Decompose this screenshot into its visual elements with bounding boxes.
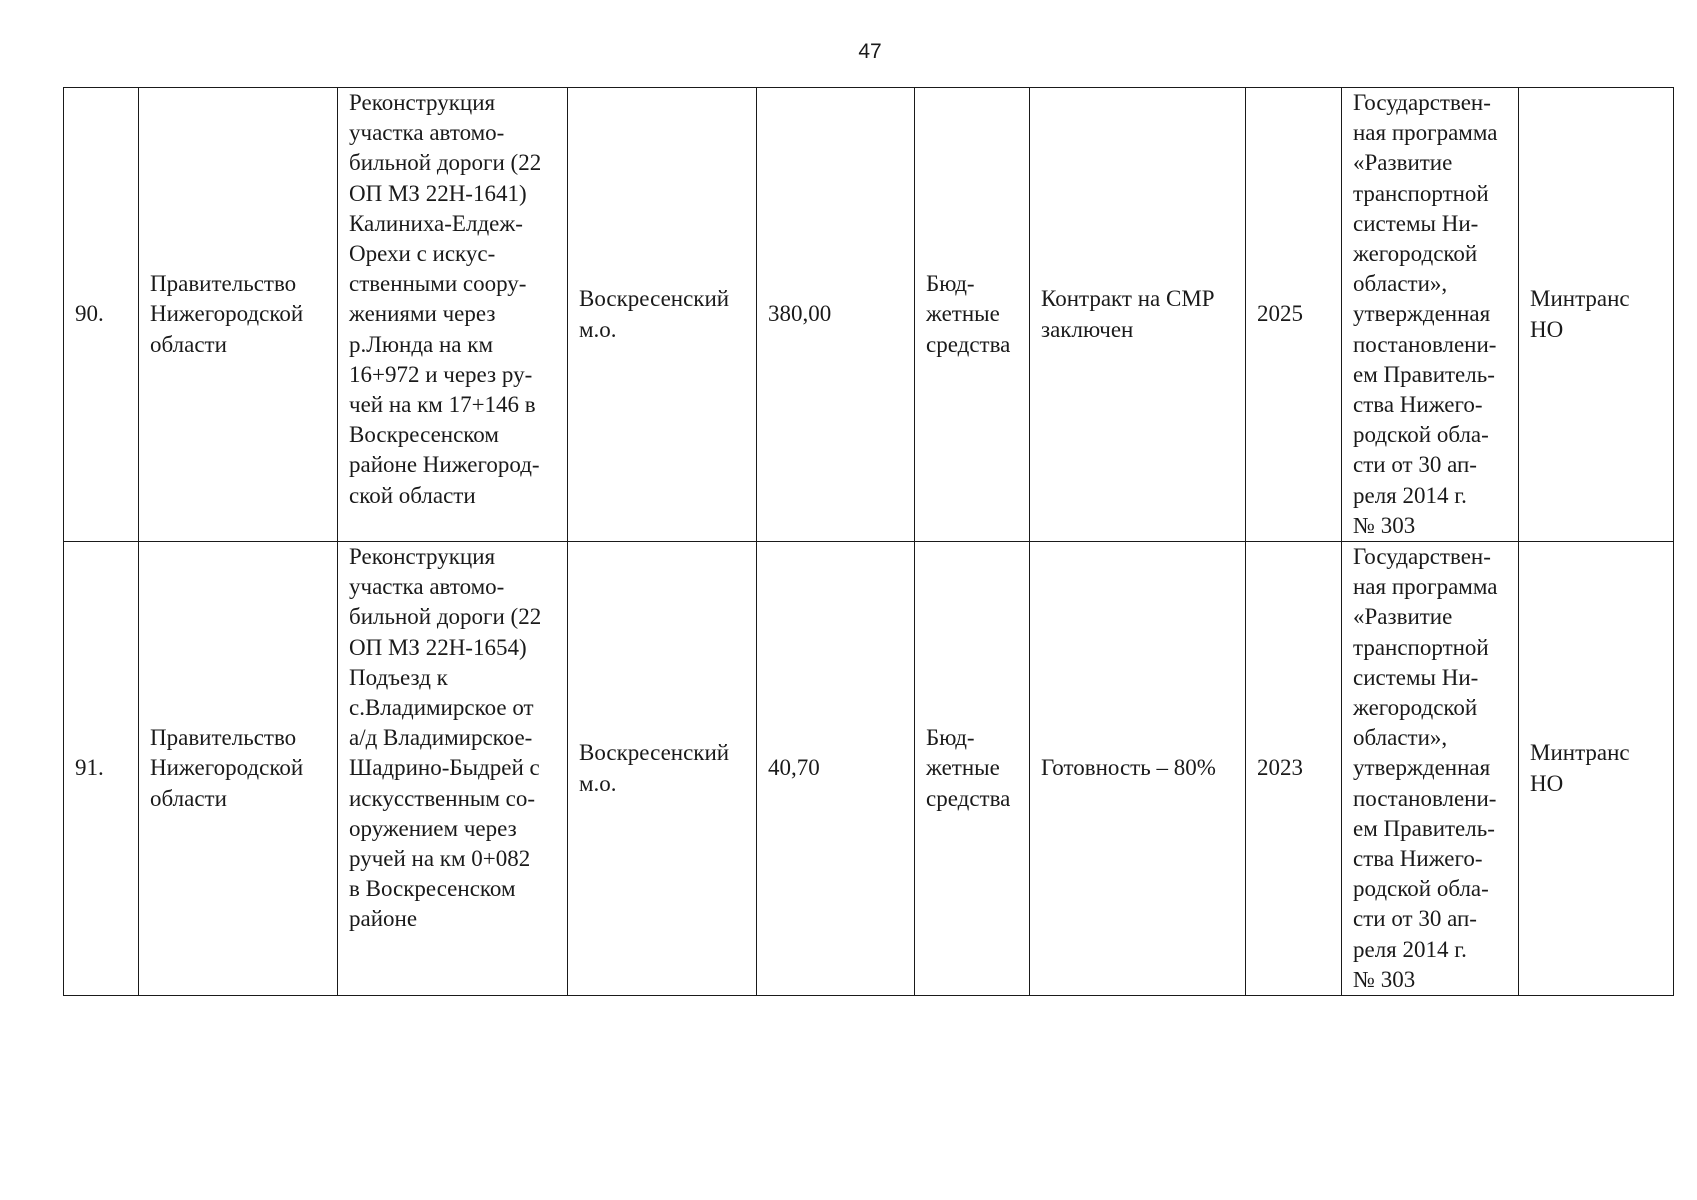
object-cell: Реконструкция участка автомо- бильной дороги (22 ОП МЗ 22Н-1641) Калиниха-Елдеж- Орехи с искус- ственными соору- жениями через р.Люнда на км 16+972 и через ру- чей на км 17+146 в Воскресенском районе Нижегород- ской области xyxy=(338,88,568,542)
table-row xyxy=(64,542,1674,996)
responsible-cell: Минтранс НО xyxy=(1519,88,1674,542)
year-cell: 2023 xyxy=(1246,542,1342,996)
municipality-cell: Воскресенский м.о. xyxy=(568,88,757,542)
customer-cell: Правительство Нижегородской области xyxy=(139,542,338,996)
customer-cell: Правительство Нижегородской области xyxy=(139,88,338,542)
table-row xyxy=(64,88,1674,542)
year-cell: 2025 xyxy=(1246,88,1342,542)
page-number: 47 xyxy=(858,40,882,63)
responsible-cell: Минтранс НО xyxy=(1519,542,1674,996)
status-cell: Контракт на СМР заключен xyxy=(1030,88,1246,542)
program-cell: Государствен- ная программа «Развитие транспортной системы Ни- жегородской области», утвержденная постановлени- ем Правитель- ства Нижего- родской обла- сти от 30 ап- реля 2014 г. № 303 xyxy=(1342,542,1519,996)
funding-source-cell: Бюд- жетные средства xyxy=(915,88,1030,542)
amount-cell: 380,00 xyxy=(757,88,915,542)
row-number-cell: 91. xyxy=(64,542,139,996)
row-number-cell: 90. xyxy=(64,88,139,542)
amount-cell: 40,70 xyxy=(757,542,915,996)
program-cell: Государствен- ная программа «Развитие транспортной системы Ни- жегородской области», утвержденная постановлени- ем Правитель- ства Нижего- родской обла- сти от 30 ап- реля 2014 г. № 303 xyxy=(1342,88,1519,542)
object-cell: Реконструкция участка автомо- бильной дороги (22 ОП МЗ 22Н-1654) Подъезд к с.Владимирское от а/д Владимирское- Шадрино-Быдрей с искусственным со- оружением через ручей на км 0+082 в Воскресенском районе xyxy=(338,542,568,996)
municipality-cell: Воскресенский м.о. xyxy=(568,542,757,996)
status-cell: Готовность – 80% xyxy=(1030,542,1246,996)
projects-table xyxy=(63,87,1674,996)
funding-source-cell: Бюд- жетные средства xyxy=(915,542,1030,996)
